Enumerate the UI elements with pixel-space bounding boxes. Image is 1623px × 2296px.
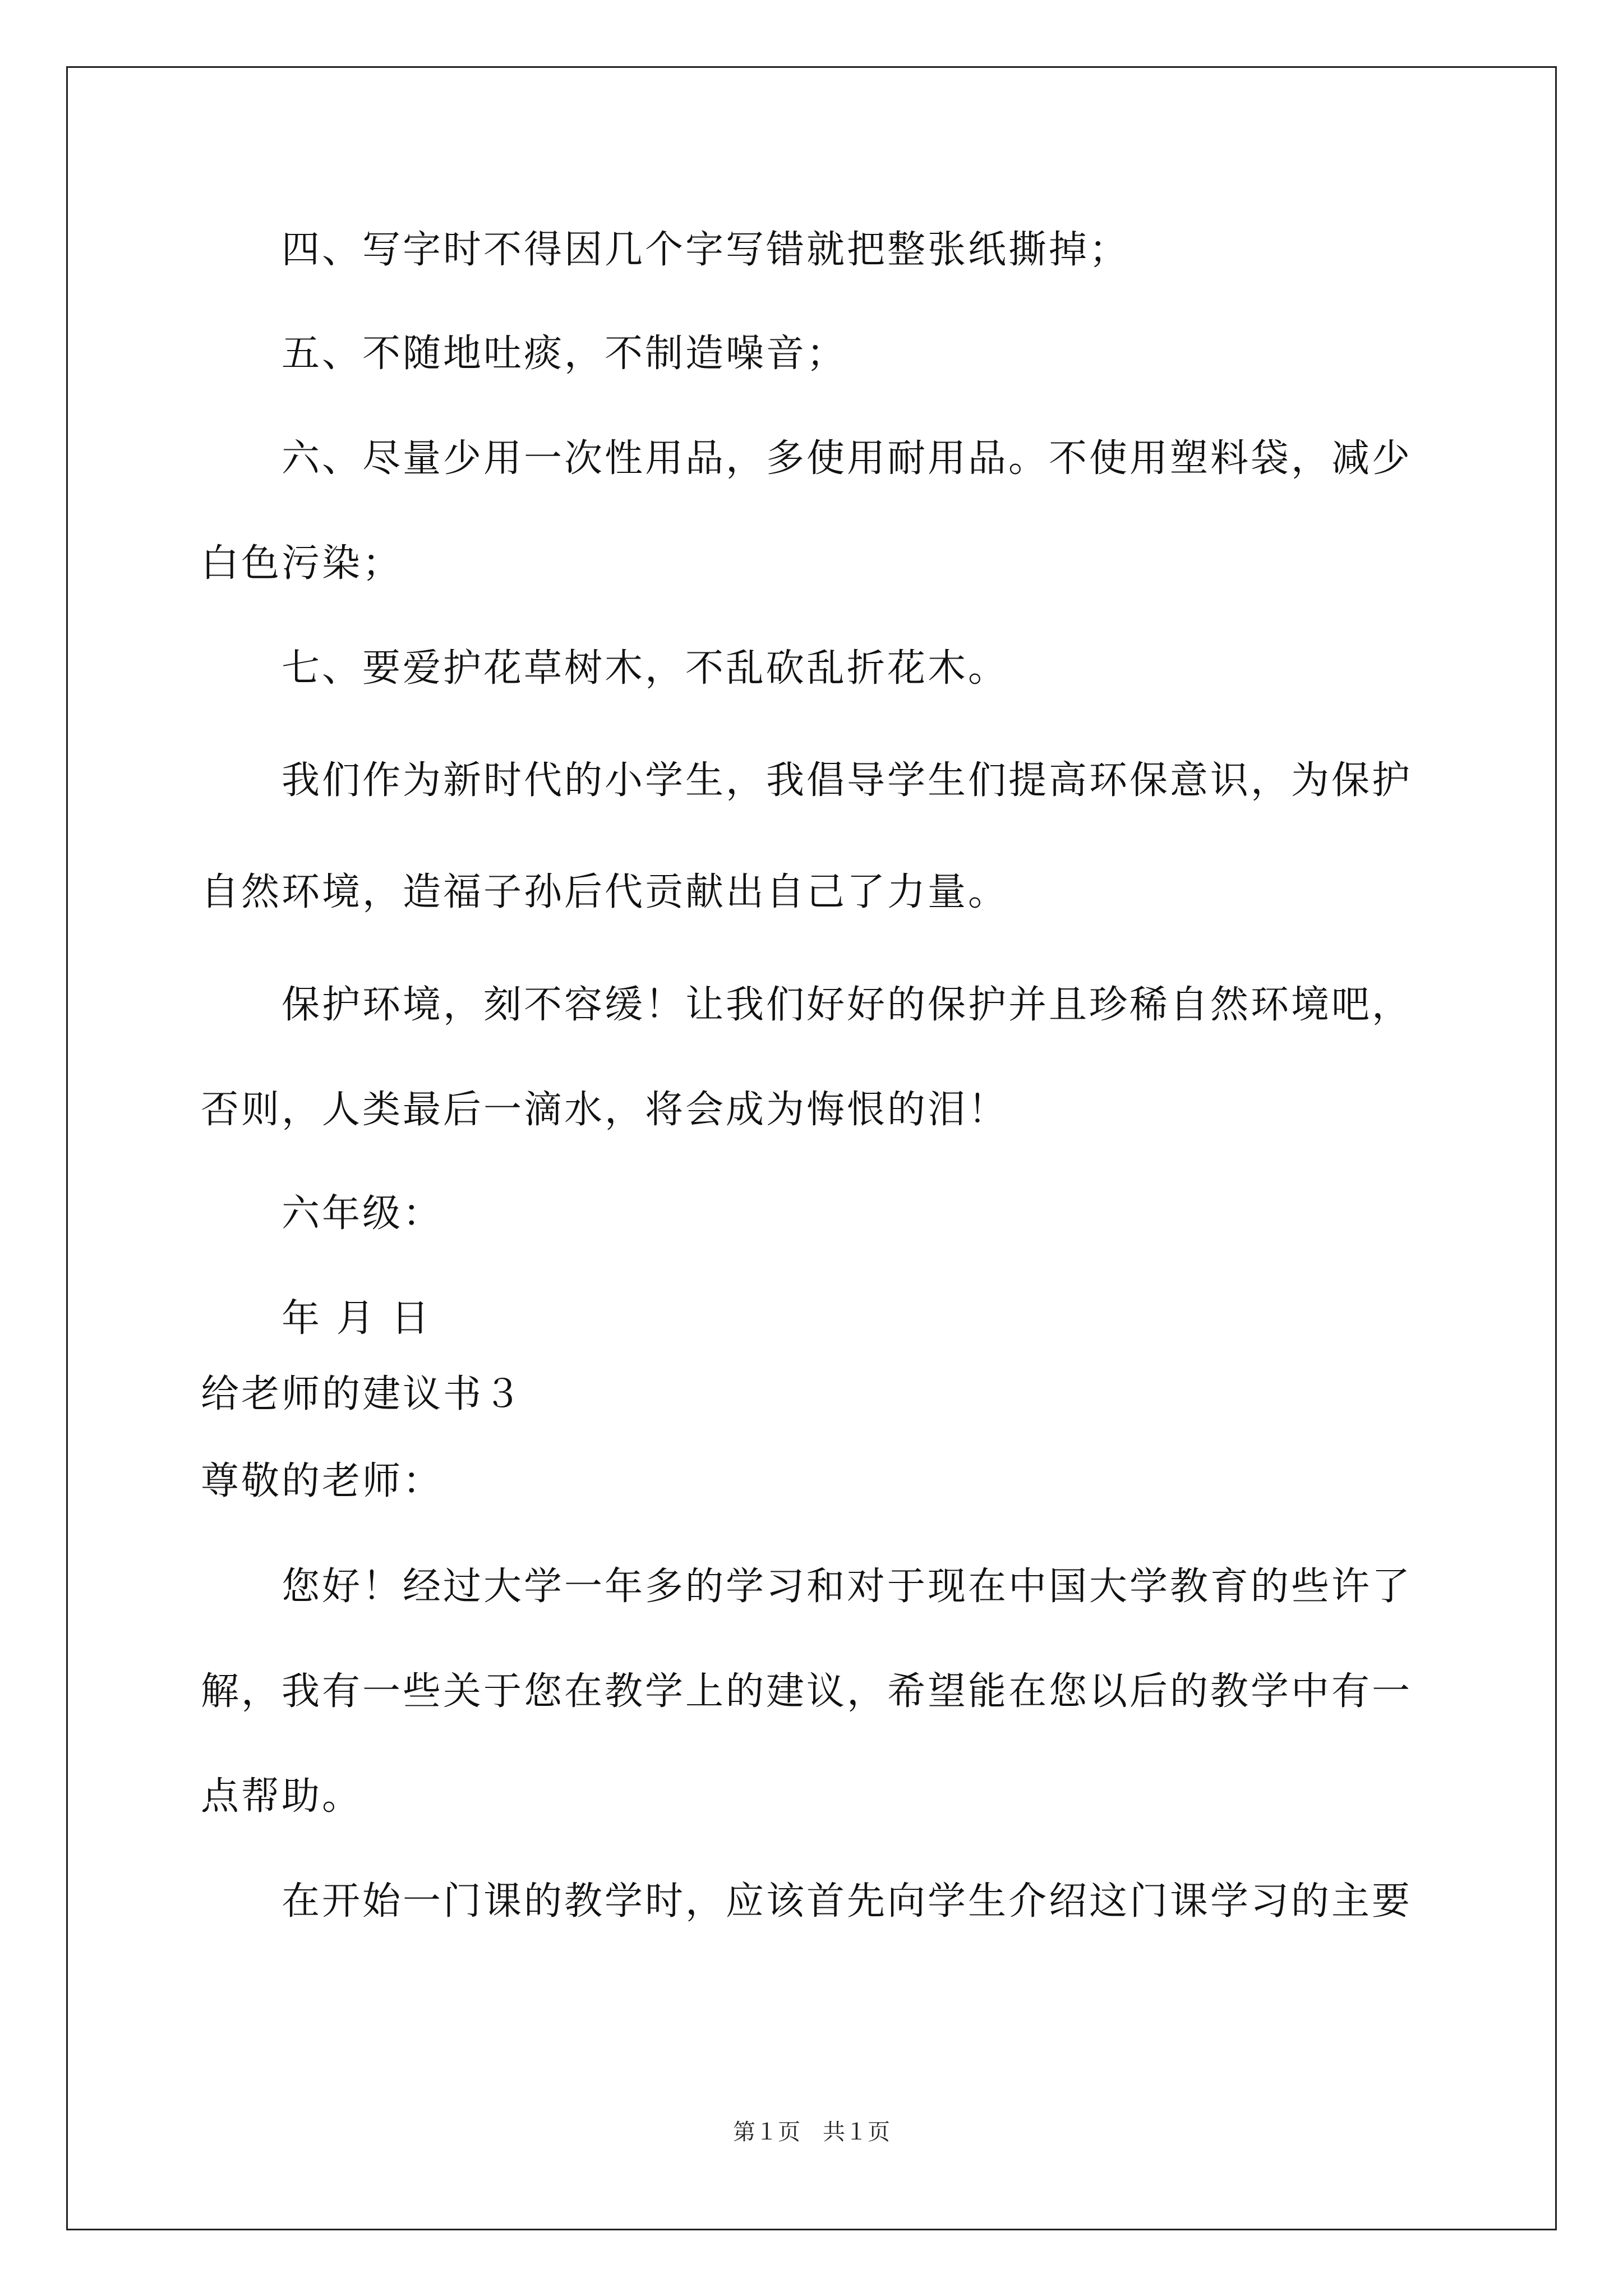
text-line: 在开始一门课的教学时，应该首先向学生介绍这门课学习的主要 [282, 1879, 1413, 1924]
text-line: 解，我有一些关于您在教学上的建议，希望能在您以后的教学中有一 [201, 1669, 1413, 1714]
text-line: 您好！经过大学一年多的学习和对于现在中国大学教育的些许了 [282, 1565, 1413, 1609]
text-line: 五、不随地吐痰，不制造噪音； [282, 332, 847, 376]
text-line: 自然环境，造福子孙后代贡献出自己了力量。 [201, 870, 1009, 914]
text-line: 给老师的建议书３ [201, 1372, 524, 1416]
text-line: 四、写字时不得因几个字写错就把整张纸撕掉； [282, 228, 1130, 272]
page-footer: 第１页 共１页 [733, 2119, 890, 2145]
text-line: 白色污染； [201, 541, 403, 586]
text-line: 我们作为新时代的小学生，我倡导学生们提高环保意识，为保护 [282, 758, 1413, 803]
text-line: 年 月 日 [282, 1296, 432, 1341]
text-line: 保护环境，刻不容缓！让我们好好的保护并且珍稀自然环境吧， [282, 983, 1413, 1027]
text-line: 七、要爱护花草树木，不乱砍乱折花木。 [282, 646, 1009, 691]
text-line: 点帮助。 [201, 1774, 363, 1819]
text-line: 六、尽量少用一次性用品，多使用耐用品。不使用塑料袋，减少 [282, 436, 1413, 481]
text-line: 六年级： [282, 1191, 444, 1236]
text-line: 否则，人类最后一滴水，将会成为悔恨的泪！ [201, 1088, 1009, 1132]
text-line: 尊敬的老师： [201, 1459, 444, 1503]
